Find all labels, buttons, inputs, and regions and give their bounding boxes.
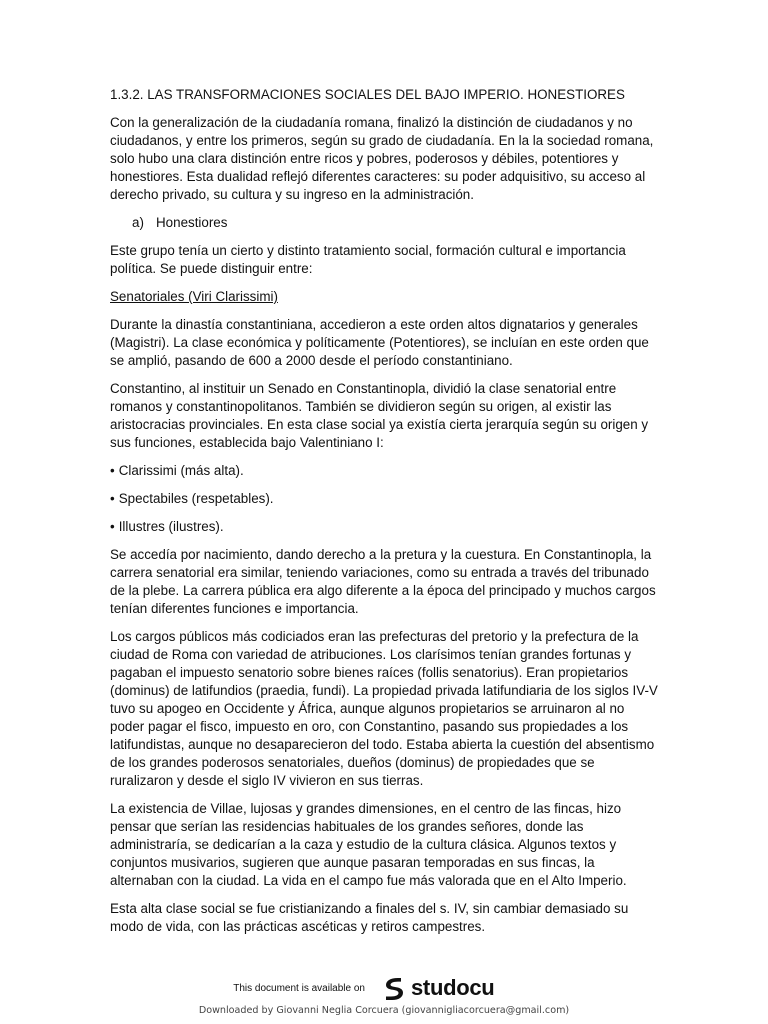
list-item-honestiores <box>110 214 658 232</box>
document-body <box>110 86 658 946</box>
footer <box>0 968 768 1024</box>
paragraph: Se accedía por nacimiento, dando derecho a la pretura y la cuestura. En Constantinopla, la carrera senatorial era similar, teniendo variaciones, como su entrada a través del tribunado de la plebe. La carrera pública era algo diferente a la época del principado y muchos cargos tenían diferentes funciones e importancia. <box>110 547 656 616</box>
bullet-item <box>110 490 658 508</box>
subheading-senatoriales <box>110 288 658 306</box>
bullet-item <box>110 518 658 536</box>
download-note: Downloaded by Giovanni Neglia Corcuera (giovannigliacorcuera@gmail.com) <box>198 1005 570 1016</box>
availability-text: This document is available on <box>233 982 365 994</box>
paragraph: Esta alta clase social se fue cristianizando a finales del s. IV, sin cambiar demasiado su modo de vida, con las prácticas ascéticas y retiros campestres. <box>110 901 629 934</box>
list-marker: a) <box>132 215 144 230</box>
paragraph: Los cargos públicos más codiciados eran las prefecturas del pretorio y la prefectura de la ciudad de Roma con variedad de atribuciones. Los clarísimos tenían grandes fortunas y pagaban el impuesto senatorio sobre bienes raíces (follis senatorius). Eran propietarios (dominus) de latifundios (praedia, fundi). La propiedad privada latifundiaria de los siglos IV-V tuvo su apogeo en Occidente y África, aunque algunos propietarios se arruinaron al no poder pagar el fisco, impuesto en oro, con Constantino, pasando sus propiedades a los latifundistas, aunque no desaparecieron del todo. Estaba abierta la cuestión del absentismo de los grandes poderosos senatoriales, dueños (dominus) de propiedades que se ruralizaron y desde el siglo IV vivieron en sus tierras. <box>110 629 658 788</box>
list-item-label: Honestiores <box>156 215 228 230</box>
intro-paragraph: Con la generalización de la ciudadanía romana, finalizó la distinción de ciudadanos y no ciudadanos, y entre los primeros, según su grado de ciudadanía. En la la sociedad romana, solo hubo una clara distinción entre ricos y pobres, poderosos y débiles, potentiores y honestiores. Esta dualidad reflejó diferentes caracteres: su poder adquisitivo, su acceso al derecho privado, su cultura y su ingreso en la administración. <box>110 115 654 202</box>
studocu-logo-icon <box>379 974 407 1002</box>
bullet-item <box>110 462 658 480</box>
paragraph: Durante la dinastía constantiniana, accedieron a este orden altos dignatarios y generales (Magistri). La clase económica y políticamente (Potentiores), se incluían en este orden que se amplió, pasando de 600 a 2000 desde el período constantiniano. <box>110 317 649 368</box>
subheading-text: Senatoriales (Viri Clarissimi) <box>110 289 278 304</box>
group-intro-paragraph: Este grupo tenía un cierto y distinto tratamiento social, formación cultural e importancia política. Se puede distinguir entre: <box>110 243 626 276</box>
paragraph: La existencia de Villae, lujosas y grandes dimensiones, en el centro de las fincas, hizo pensar que serían las residencias habituales de los grandes señores, donde las administraría, se dedicarían a la caza y estudio de la cultura clásica. Algunos textos y conjuntos musivarios, sugieren que aunque pasaran temporadas en sus fincas, la alternaban con la ciudad. La vida en el campo fue más valorada que en el Alto Imperio. <box>110 801 627 888</box>
section-heading: 1.3.2. LAS TRANSFORMACIONES SOCIALES DEL BAJO IMPERIO. HONESTIORES <box>110 87 625 102</box>
brand-name: studocu <box>411 975 495 1000</box>
bullet-text: Spectabiles (respetables). <box>118 491 274 506</box>
paragraph: Constantino, al instituir un Senado en Constantinopla, dividió la clase senatorial entre romanos y constantinopolitanos. También se dividieron según su origen, al existir las aristocracias provinciales. En esta clase social ya existía cierta jerarquía según su origen y sus funciones, establecida bajo Valentiniano I: <box>110 381 649 450</box>
studocu-banner[interactable] <box>225 970 543 1006</box>
bullet-text: Illustres (ilustres). <box>118 519 224 534</box>
studocu-logo[interactable] <box>379 974 494 1002</box>
bullet-text: Clarissimi (más alta). <box>118 463 244 478</box>
